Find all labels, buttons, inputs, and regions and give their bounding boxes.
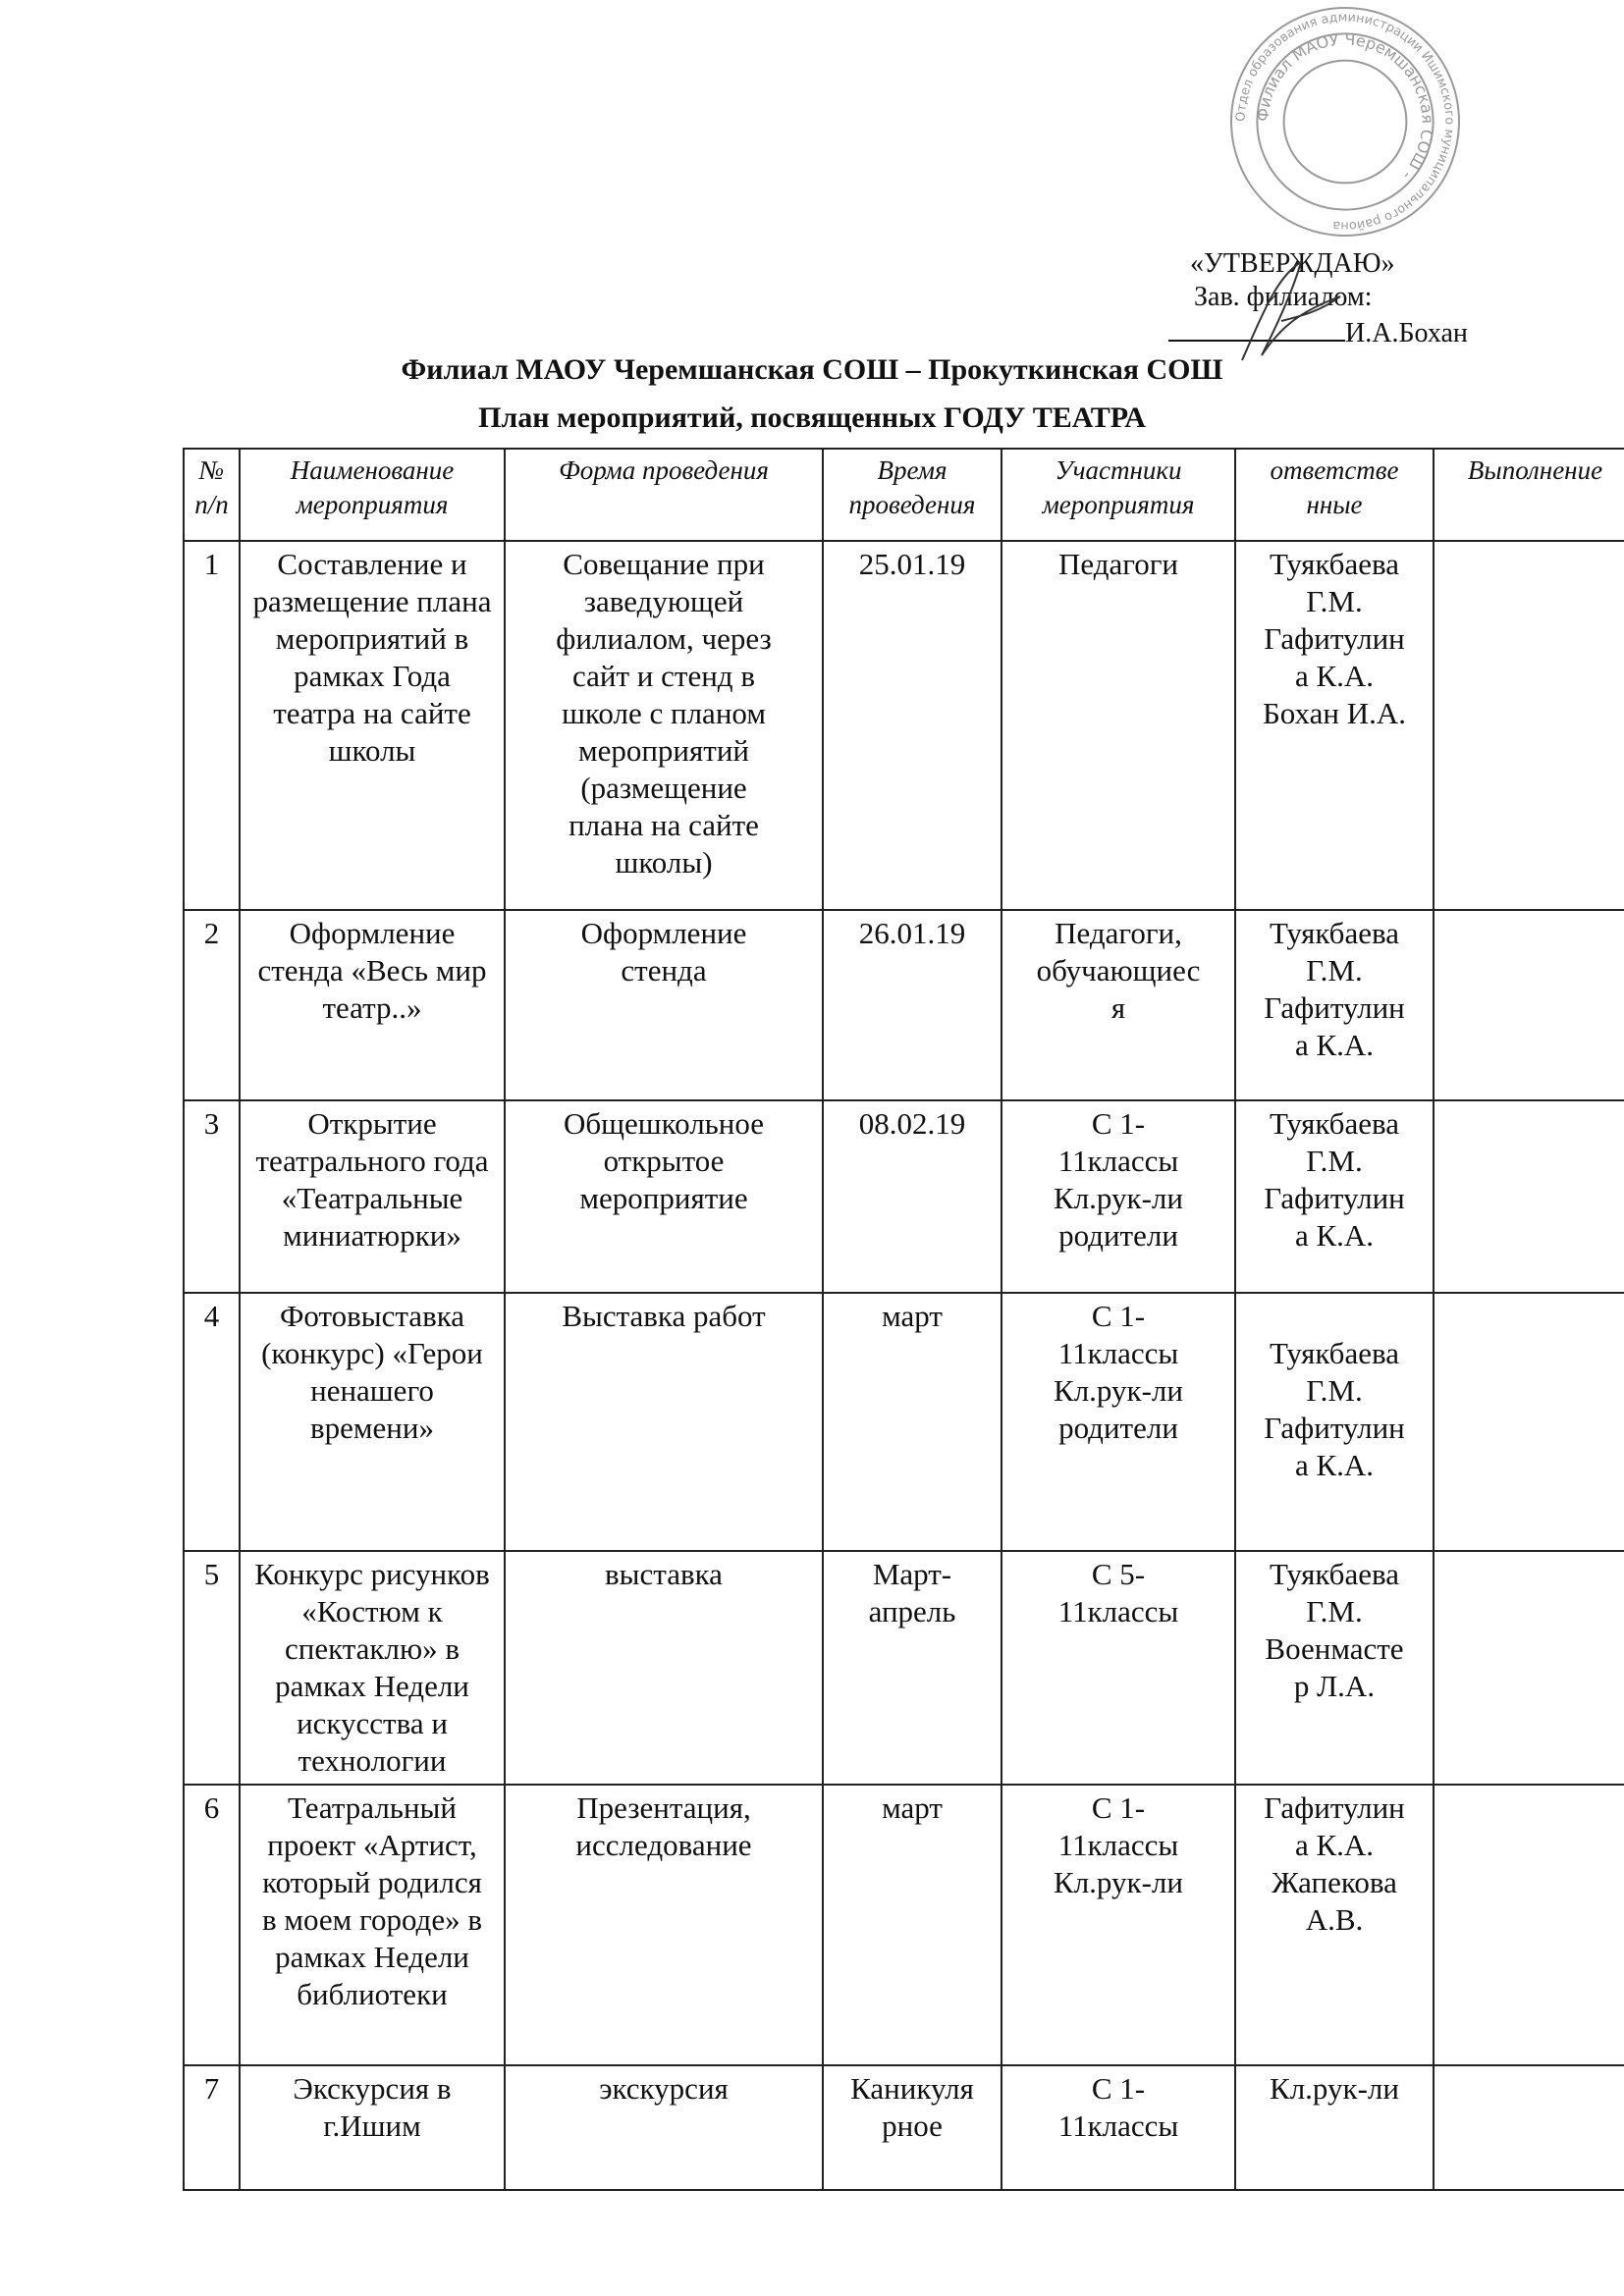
cell-format: Выставка работ [505,1293,823,1551]
cell-participants: С 1- 11классы [1001,2065,1235,2190]
svg-text:Филиал МАОУ Черемшанская СОШ -: Филиал МАОУ Черемшанская СОШ - [1253,29,1437,185]
table-row [184,541,1624,910]
cell-event-name: Фотовыставка (конкурс) «Герои ненашего времени» [240,1293,505,1551]
table-row [184,2065,1624,2190]
cell-participants: С 1- 11классы Кл.рук-ли родители [1001,1100,1235,1293]
cell-completion [1434,910,1624,1100]
cell-format: экскурсия [505,2065,823,2190]
cell-responsible: Гафитулин а К.А. Жапекова А.В. [1235,1785,1434,2065]
cell-event-name: Составление и размещение плана мероприятий в рамках Года театра на сайте школы [240,541,505,910]
cell-participants: С 5- 11классы [1001,1551,1235,1785]
cell-completion [1434,1293,1624,1551]
cell-date: март [823,1785,1001,2065]
table-header-row [184,449,1624,541]
cell-completion [1434,1551,1624,1785]
svg-text:Отдел образования администраци: Отдел образования администрации Ишимского муниципального района [1233,10,1457,234]
header-col-number: № п/п [184,449,240,541]
cell-format: Оформление стенда [505,910,823,1100]
events-table [183,448,1624,2191]
cell-participants: С 1- 11классы Кл.рук-ли родители [1001,1293,1235,1551]
header-col-date: Время проведения [823,449,1001,541]
cell-number: 6 [184,1785,240,2065]
cell-number: 4 [184,1293,240,1551]
document-title [0,346,1624,442]
cell-date: март [823,1293,1001,1551]
cell-number: 5 [184,1551,240,1785]
cell-responsible: Кл.рук-ли [1235,2065,1434,2190]
cell-responsible: Туякбаева Г.М. Гафитулин а К.А. [1235,910,1434,1100]
cell-date: 08.02.19 [823,1100,1001,1293]
cell-completion [1434,1100,1624,1293]
table-row [184,910,1624,1100]
cell-format: Совещание при заведующей филиалом, через сайт и стенд в школе с планом мероприятий (размещение плана на сайте школы) [505,541,823,910]
approval-position: Зав. филиалом: [1194,282,1373,312]
table-row [184,1293,1624,1551]
plan-title: План мероприятий, посвященных ГОДУ ТЕАТРА [478,401,1146,434]
approval-heading: «УТВЕРЖДАЮ» [1190,248,1395,279]
cell-number: 1 [184,541,240,910]
cell-participants: Педагоги [1001,541,1235,910]
header-col-format: Форма проведения [505,449,823,541]
cell-responsible: Туякбаева Г.М. Гафитулин а К.А. [1235,1100,1434,1293]
cell-completion [1434,2065,1624,2190]
header-col-event-name: Наименование мероприятия [240,449,505,541]
approver-name: И.А.Бохан [1345,318,1468,348]
header-col-completion: Выполнение [1434,449,1624,541]
cell-participants: Педагоги, обучающиес я [1001,910,1235,1100]
table-row [184,1100,1624,1293]
header-col-participants: Участники мероприятия [1001,449,1235,541]
cell-event-name: Театральный проект «Артист, который родился в моем городе» в рамках Недели библиотеки [240,1785,505,2065]
cell-event-name: Оформление стенда «Весь мир театр..» [240,910,505,1100]
cell-responsible: Туякбаева Г.М. Гафитулин а К.А. [1235,1293,1434,1551]
cell-responsible: Туякбаева Г.М. Военмасте р Л.А. [1235,1551,1434,1785]
cell-event-name: Открытие театрального года «Театральные миниатюрки» [240,1100,505,1293]
cell-number: 2 [184,910,240,1100]
table-row [184,1785,1624,2065]
cell-completion [1434,1785,1624,2065]
cell-number: 3 [184,1100,240,1293]
header-col-responsible: ответстве нные [1235,449,1434,541]
signature [1232,257,1350,365]
cell-event-name: Конкурс рисунков «Костюм к спектаклю» в рамках Недели искусства и технологии [240,1551,505,1785]
table-row [184,1551,1624,1785]
organization-title: Филиал МАОУ Черемшанская СОШ – Прокуткинская СОШ [401,353,1223,386]
cell-completion [1434,541,1624,910]
cell-date: Каникуля рное [823,2065,1001,2190]
cell-responsible: Туякбаева Г.М. Гафитулин а К.А. Бохан И.А. [1235,541,1434,910]
cell-event-name: Экскурсия в г.Ишим [240,2065,505,2190]
cell-format: Презентация, исследование [505,1785,823,2065]
cell-participants: С 1- 11классы Кл.рук-ли [1001,1785,1235,2065]
cell-format: Общешкольное открытое мероприятие [505,1100,823,1293]
cell-date: 26.01.19 [823,910,1001,1100]
cell-format: выставка [505,1551,823,1785]
official-stamp [1227,4,1463,240]
cell-number: 7 [184,2065,240,2190]
cell-date: Март- апрель [823,1551,1001,1785]
cell-date: 25.01.19 [823,541,1001,910]
